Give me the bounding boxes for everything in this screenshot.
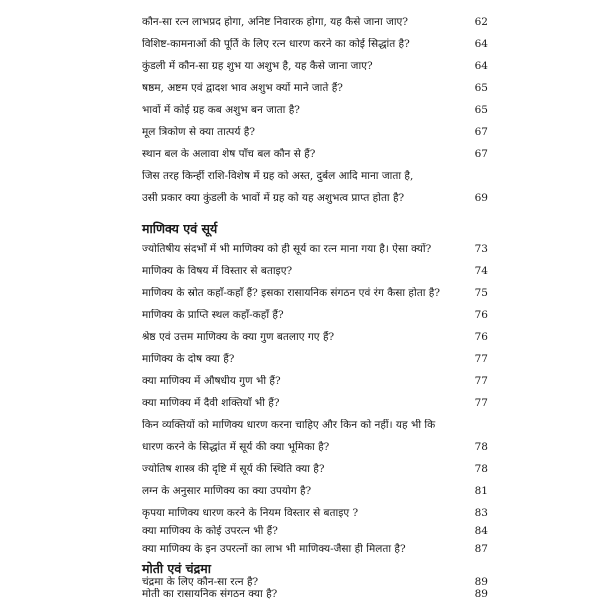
toc-entry-page: 75 <box>474 287 488 299</box>
toc-entry <box>142 397 488 410</box>
toc-entry-text: कौन-सा रत्न लाभप्रद होगा, अनिष्ट निवारक होगा, यह कैसे जाना जाए? <box>142 16 408 28</box>
toc-entry <box>142 16 488 29</box>
toc-entry-text: क्या माणिक्य में दैवी शक्तियाँ भी हैं? <box>142 397 280 409</box>
toc-entry-page: 77 <box>474 353 488 365</box>
toc-entry-page: 77 <box>474 397 488 409</box>
toc-entry-text: चंद्रमा के लिए कौन-सा रत्न है? <box>142 576 259 588</box>
toc-entry-text: ज्योतिष शास्त्र की दृष्टि में सूर्य की स्थिति क्या है? <box>142 463 325 475</box>
toc-entry-text: श्रेष्ठ एवं उत्तम माणिक्य के क्या गुण बतलाए गए हैं? <box>142 331 335 343</box>
toc-entry <box>142 104 488 117</box>
section-heading: मोती एवं चंद्रमा <box>142 561 211 576</box>
toc-entry-page: 65 <box>474 82 488 94</box>
toc-entry-text: धारण करने के सिद्धांत में सूर्य की क्या भूमिका है? <box>142 441 330 453</box>
toc-entry-text: क्या माणिक्य के कोई उपरत्न भी हैं? <box>142 525 278 537</box>
toc-entry-page: 74 <box>474 265 488 277</box>
toc-entry <box>142 126 488 139</box>
toc-entry-page: 77 <box>474 375 488 387</box>
toc-entry <box>142 148 488 161</box>
toc-entry-page: 84 <box>474 525 488 537</box>
toc-entry <box>142 331 488 344</box>
toc-entry-text: कुंडली में कौन-सा ग्रह शुभ या अशुभ है, यह कैसे जाना जाए? <box>142 60 373 72</box>
toc-entry-text: भावों में कोई ग्रह कब अशुभ बन जाता है? <box>142 104 300 116</box>
toc-entry-text: मोती का रासायनिक संगठन क्या है? <box>142 588 278 600</box>
toc-entry <box>142 525 488 538</box>
toc-entry-page: 81 <box>474 485 488 497</box>
toc-entry-text: क्या माणिक्य में औषधीय गुण भी हैं? <box>142 375 281 387</box>
toc-entry-page: 73 <box>474 243 488 255</box>
toc-entry-page: 87 <box>474 543 488 555</box>
toc-entry-page: 67 <box>474 148 488 160</box>
toc-entry <box>142 243 488 256</box>
toc-entry-text: षष्ठम, अष्टम एवं द्वादश भाव अशुभ क्यों माने जाते हैं? <box>142 82 343 94</box>
toc-entry-text: माणिक्य के प्राप्ति स्थल कहाँ-कहाँ हैं? <box>142 309 284 321</box>
toc-entry-text: माणिक्य के दोष क्या हैं? <box>142 353 235 365</box>
toc-entry-page: 78 <box>474 463 488 475</box>
toc-entry-text: स्थान बल के अलावा शेष पाँच बल कौन से हैं? <box>142 148 316 160</box>
toc-entry-page: 89 <box>474 588 488 600</box>
toc-entry-text: लग्न के अनुसार माणिक्य का क्या उपयोग है? <box>142 485 312 497</box>
toc-entry <box>142 485 488 498</box>
toc-entry-text: उसी प्रकार क्या कुंडली के भावों में ग्रह को यह अशुभत्व प्राप्त होता है? <box>142 192 405 204</box>
toc-entry-page: 83 <box>474 507 488 519</box>
toc-entry <box>142 588 488 601</box>
toc-entry-text: कृपया माणिक्य धारण करने के नियम विस्तार से बताइए ? <box>142 507 359 519</box>
toc-entry-page: 64 <box>474 38 488 50</box>
toc-entry-line: किन व्यक्तियों को माणिक्य धारण करना चाहिए और किन को नहीं। यह भी कि <box>142 419 436 431</box>
toc-entry-text: माणिक्य के स्रोत कहाँ-कहाँ हैं? इसका रासायनिक संगठन एवं रंग कैसा होता है? <box>142 287 440 299</box>
toc-entry-text: क्या माणिक्य के इन उपरत्नों का लाभ भी माणिक्य-जैसा ही मिलता है? <box>142 543 406 555</box>
toc-entry <box>142 309 488 322</box>
toc-entry-page: 69 <box>474 192 488 204</box>
toc-entry-text: ज्योतिषीय संदर्भों में भी माणिक्य को ही सूर्य का रत्न माना गया है। ऐसा क्यों? <box>142 243 432 255</box>
toc-entry <box>142 543 488 556</box>
toc-entry <box>142 60 488 73</box>
toc-entry <box>142 287 488 300</box>
toc-entry <box>142 192 488 205</box>
toc-entry-line: जिस तरह किन्हीं राशि-विशेष में ग्रह को अस्त, दुर्बल आदि माना जाता है, <box>142 170 414 182</box>
toc-entry-page: 89 <box>474 576 488 588</box>
toc-entry-text: मूल त्रिकोण से क्या तात्पर्य है? <box>142 126 255 138</box>
toc-entry <box>142 507 488 520</box>
toc-entry <box>142 38 488 51</box>
toc-entry-page: 64 <box>474 60 488 72</box>
toc-entry-text: विशिष्ट-कामनाओं की पूर्ति के लिए रत्न धारण करने का कोई सिद्धांत है? <box>142 38 410 50</box>
toc-entry-text: माणिक्य के विषय में विस्तार से बताइए? <box>142 265 293 277</box>
toc-entry-page: 76 <box>474 331 488 343</box>
toc-entry-page: 67 <box>474 126 488 138</box>
toc-entry <box>142 375 488 388</box>
toc-entry-page: 78 <box>474 441 488 453</box>
section-heading: माणिक्य एवं सूर्य <box>142 221 218 236</box>
toc-entry <box>142 441 488 454</box>
toc-entry <box>142 82 488 95</box>
toc-entry <box>142 265 488 278</box>
toc-entry-page: 65 <box>474 104 488 116</box>
toc-entry <box>142 463 488 476</box>
toc-entry <box>142 353 488 366</box>
toc-entry-page: 62 <box>474 16 488 28</box>
toc-entry-page: 76 <box>474 309 488 321</box>
